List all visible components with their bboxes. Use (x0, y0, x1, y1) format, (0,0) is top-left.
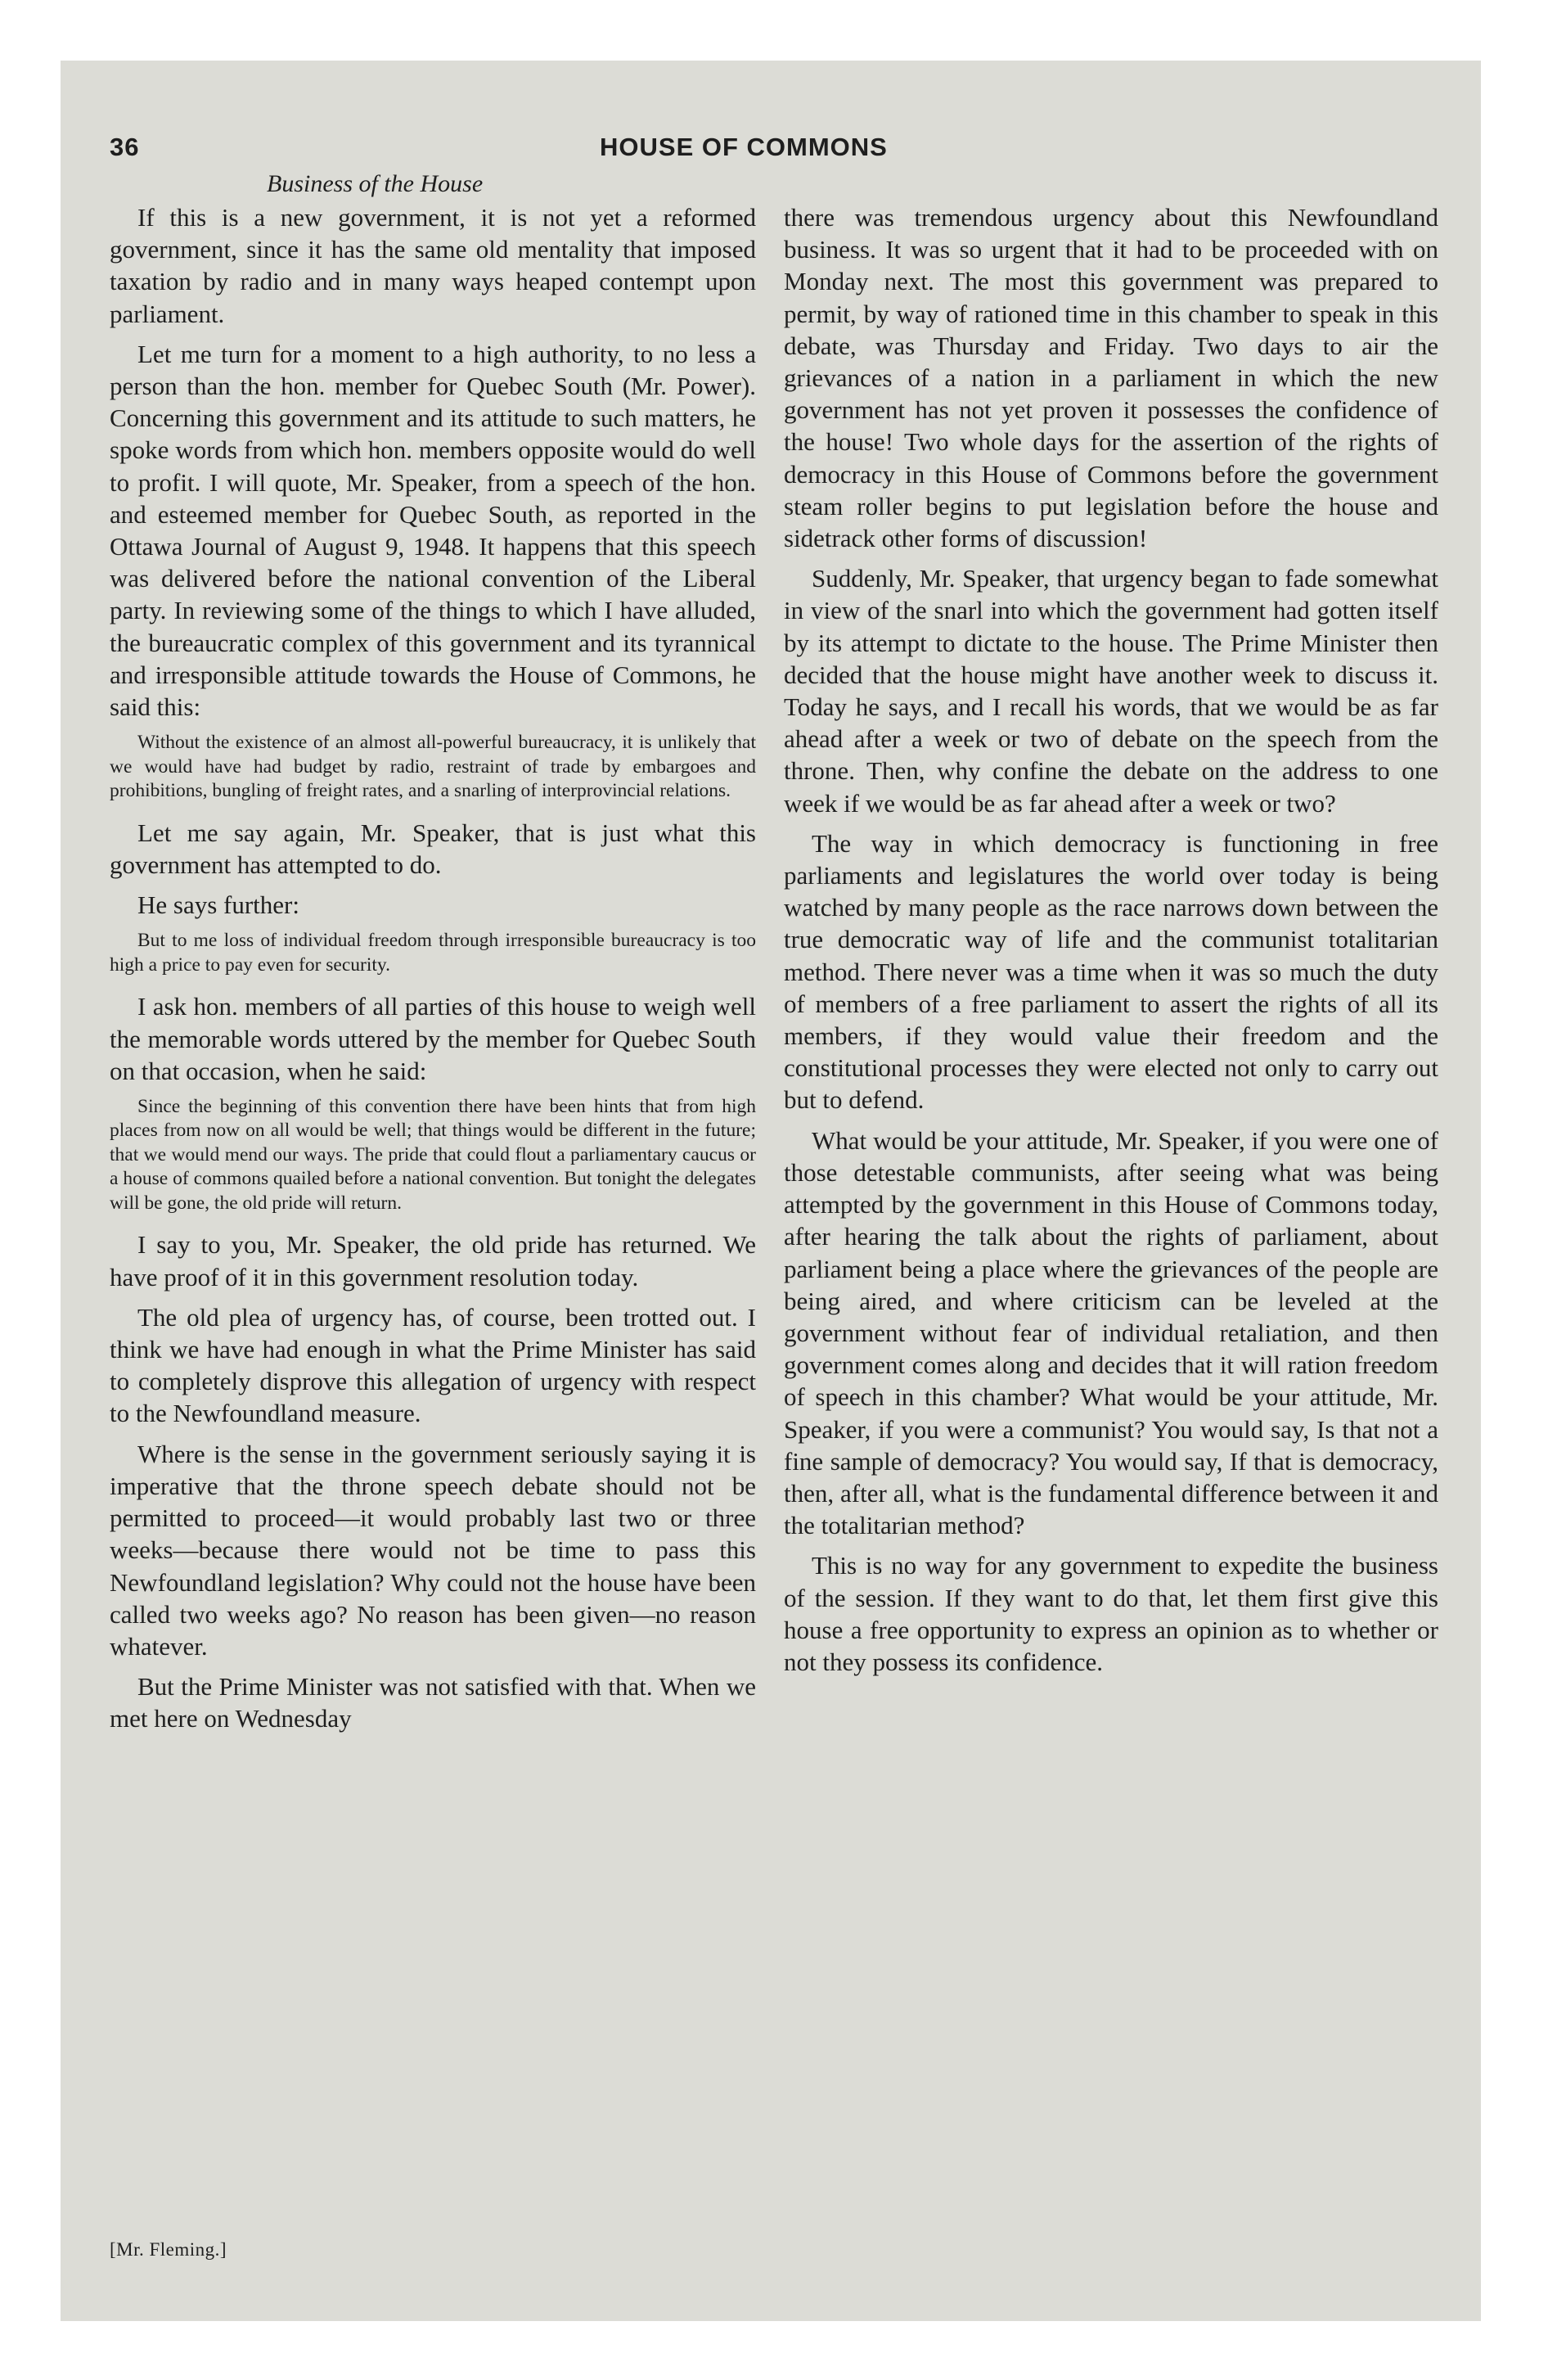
left-paragraph: Let me say again, Mr. Speaker, that is just what this government has attempted to do. (110, 818, 756, 879)
right-paragraph: The way in which democracy is functioning in free parliaments and legislatures the world over today is being watched by many people as the race narrows down between the true democratic way of life and the communist totalitarian method. There never was a time when it was so much the duty of members of a free parliament to assert the rights of all its members, if they would value their freedom and the constitutional processes they were elected not only to carry out but to defend. (784, 828, 1438, 1115)
left-column (110, 201, 756, 1743)
page-title: HOUSE OF COMMONS (600, 133, 888, 161)
left-paragraph: If this is a new government, it is not yet a reformed government, since it has the same old mentality that imposed taxation by radio and in many ways heaped contempt upon parliament. (110, 203, 756, 328)
speaker-attribution: [Mr. Fleming.] (110, 2239, 227, 2260)
right-column (784, 201, 1438, 1686)
section-title: Business of the House (267, 170, 484, 197)
right-paragraph: This is no way for any government to expedite the business of the session. If they want to do that, let them first give this house a free opportunity to express an opinion as to whether or not they possess its confidence. (784, 1551, 1438, 1676)
page-number: 36 (110, 133, 140, 161)
right-paragraph: there was tremendous urgency about this Newfoundland business. It was so urgent that it had to be proceeded with on Monday next. The most this government was prepared to permit, by way of rationed time in this chamber to speak in this debate, was Thursday and Friday. Two days to air the grievances of a nation in a parliament in which the new government has not yet proven it possesses the confidence of the house! Two whole days for the assertion of the rights of democracy in this House of Commons before the government steam roller begins to put legislation before the house and sidetrack other forms of discussion! (784, 203, 1438, 553)
left-paragraph: The old plea of urgency has, of course, been trotted out. I think we have had enough in what the Prime Minister has said to completely disprove this allegation of urgency with respect to the Newfoundland measure. (110, 1302, 756, 1428)
left-paragraph: Let me turn for a moment to a high authority, to no less a person than the hon. member for Quebec South (Mr. Power). Concerning this government and its attitude to such matters, he spoke words from which hon. members opposite would do well to profit. I will quote, Mr. Speaker, from a speech of the hon. and esteemed member for Quebec South, as reported in the Ottawa Journal of August 9, 1948. It happens that this speech was delivered before the national convention of the Liberal party. In reviewing some of the things to which I have alluded, the bureaucratic complex of this government and its tyrannical and irresponsible attitude towards the House of Commons, he said this: (110, 339, 756, 722)
right-paragraph: What would be your attitude, Mr. Speaker, if you were one of those detestable communists, after seeing what was being attempted by the government in this House of Commons today, after hearing the talk about the rights of parliament, about parliament being a place where the grievances of the people are being aired, and where criticism can be leveled at the government without fear of individual retaliation, and then government comes along and decides that it will ration freedom of speech in this chamber? What would be your attitude, Mr. Speaker, if you were a communist? You would say, Is that not a fine sample of democracy? You would say, If that is democracy, then, after all, what is the fundamental difference between it and the totalitarian method? (784, 1125, 1438, 1540)
left-paragraph: I say to you, Mr. Speaker, the old pride has returned. We have proof of it in this government resolution today. (110, 1230, 756, 1291)
left-paragraph: But the Prime Minister was not satisfied with that. When we met here on Wednesday (110, 1672, 756, 1733)
left-quotation: But to me loss of individual freedom through irresponsible bureaucracy is too high a price to pay even for security. (110, 930, 756, 976)
left-quotation: Since the beginning of this convention there have been hints that from high places from now on all would be well; that things would be different in the future; that we would mend our ways. The pride that could flout a parliamentary caucus or a house of commons quailed before a national convention. But tonight the delegates will be gone, the old pride will return. (110, 1095, 756, 1214)
left-paragraph: He says further: (137, 890, 299, 920)
left-quotation: Without the existence of an almost all-powerful bureaucracy, it is unlikely that we would have had budget by radio, restraint of trade by embargoes and prohibitions, bungling of freight rates, and a snarling of interprovincial relations. (110, 732, 756, 802)
left-paragraph: Where is the sense in the government seriously saying it is imperative that the throne speech debate should not be permitted to proceed—it would probably last two or three weeks—because there would not be time to pass this Newfoundland legislation? Why could not the house have been called two weeks ago? No reason has been given—no reason whatever. (110, 1439, 756, 1661)
right-paragraph: Suddenly, Mr. Speaker, that urgency began to fade somewhat in view of the snarl into which the government had gotten itself by its attempt to dictate to the house. The Prime Minister then decided that the house might have another week to discuss it. Today he says, and I recall his words, that we would be as far ahead after a week or two of debate on the speech from the throne. Then, why confine the debate on the address to one week if we would be as far ahead after a week or two? (784, 564, 1438, 818)
left-paragraph: I ask hon. members of all parties of this house to weigh well the memorable words uttered by the member for Quebec South on that occasion, when he said: (110, 992, 756, 1085)
